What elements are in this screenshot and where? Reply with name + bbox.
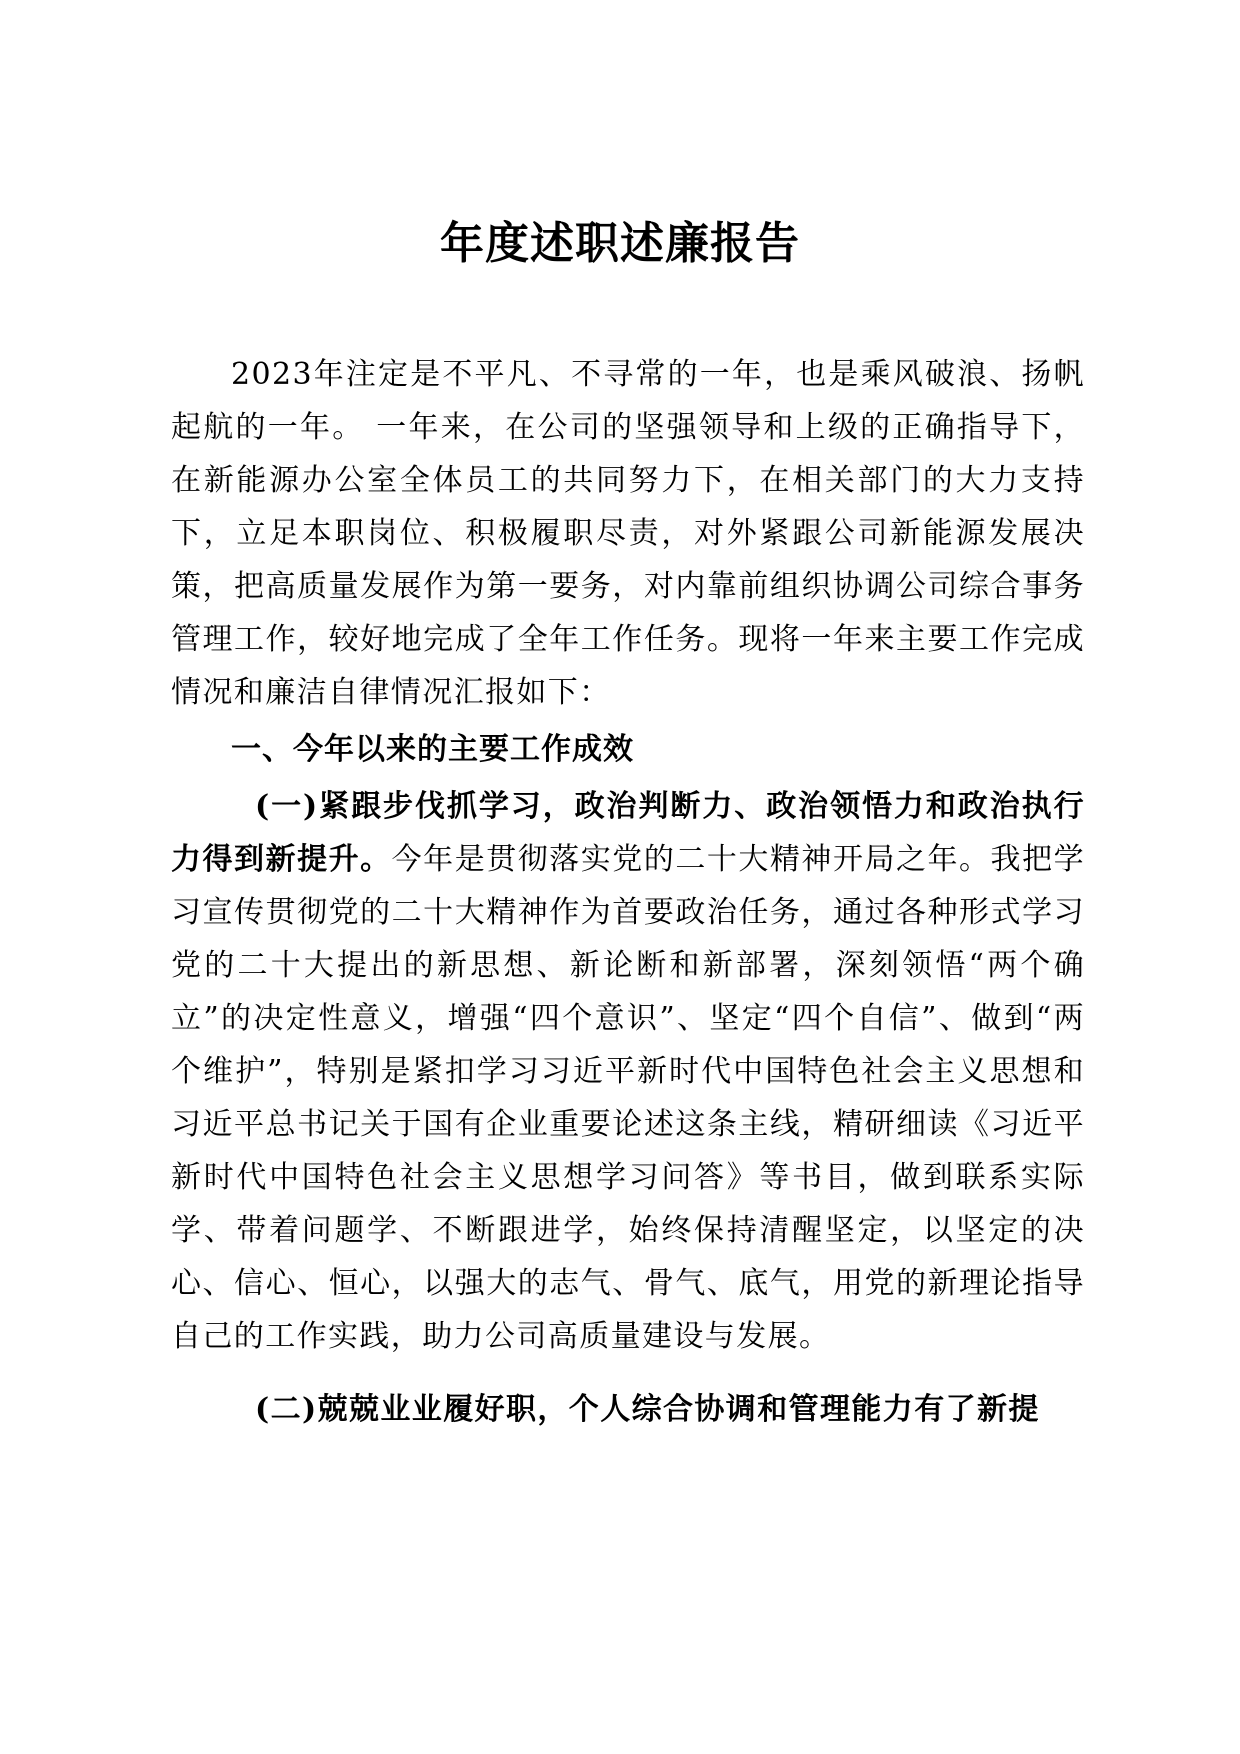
subsection-1-heading: (一)紧跟步伐抓学习，政治判断力、政治领悟力和政治执行力得到新提升。 <box>171 789 1085 877</box>
intro-paragraph: 2023年注定是不平凡、不寻常的一年，也是乘风破浪、扬帆起航的一年。 一年来，在公司的坚强领导和上级的正确指导下，在新能源办公室全体员工的共同努力下，在相关部门的大力支持下，立足本职岗位、积极履职尽责，对外紧跟公司新能源发展决策，把高质量发展作为第一要务，对内靠前组织协调公司综合事务管理工作，较好地完成了全年工作任务。现将一年来主要工作完成情况和廉洁自律情况汇报如下： <box>171 357 1085 710</box>
document-title: 年度述职述廉报告 <box>440 218 800 269</box>
subsection-2 <box>171 1383 1085 1436</box>
subsection-2-paragraph <box>171 1383 1085 1436</box>
subsection-1-body: 今年是贯彻落实党的二十大精神开局之年。我把学习宣传贯彻党的二十大精神作为首要政治任务，通过各种形式学习党的二十大提出的新思想、新论断和新部署，深刻领悟“两个确立”的决定性意义，增强“四个意识”、坚定“四个自信”、做到“两个维护”，特别是紧扣学习习近平新时代中国特色社会主义思想和习近平总书记关于国有企业重要论述这条主线，精研细读《习近平新时代中国特色社会主义思想学习问答》等书目，做到联系实际学、带着问题学、不断跟进学，始终保持清醒坚定，以坚定的决心、信心、恒心，以强大的志气、骨气、底气，用党的新理论指导自己的工作实践，助力公司高质量建设与发展。 <box>171 842 1085 1354</box>
subsection-1 <box>171 780 1085 1363</box>
document-body <box>171 348 1085 1436</box>
subsection-2-heading: (二)兢兢业业履好职，个人综合协调和管理能力有了新提 <box>255 1392 1040 1427</box>
subsection-1-paragraph <box>171 780 1085 1363</box>
section-heading-1: 一、今年以来的主要工作成效 <box>231 732 634 767</box>
